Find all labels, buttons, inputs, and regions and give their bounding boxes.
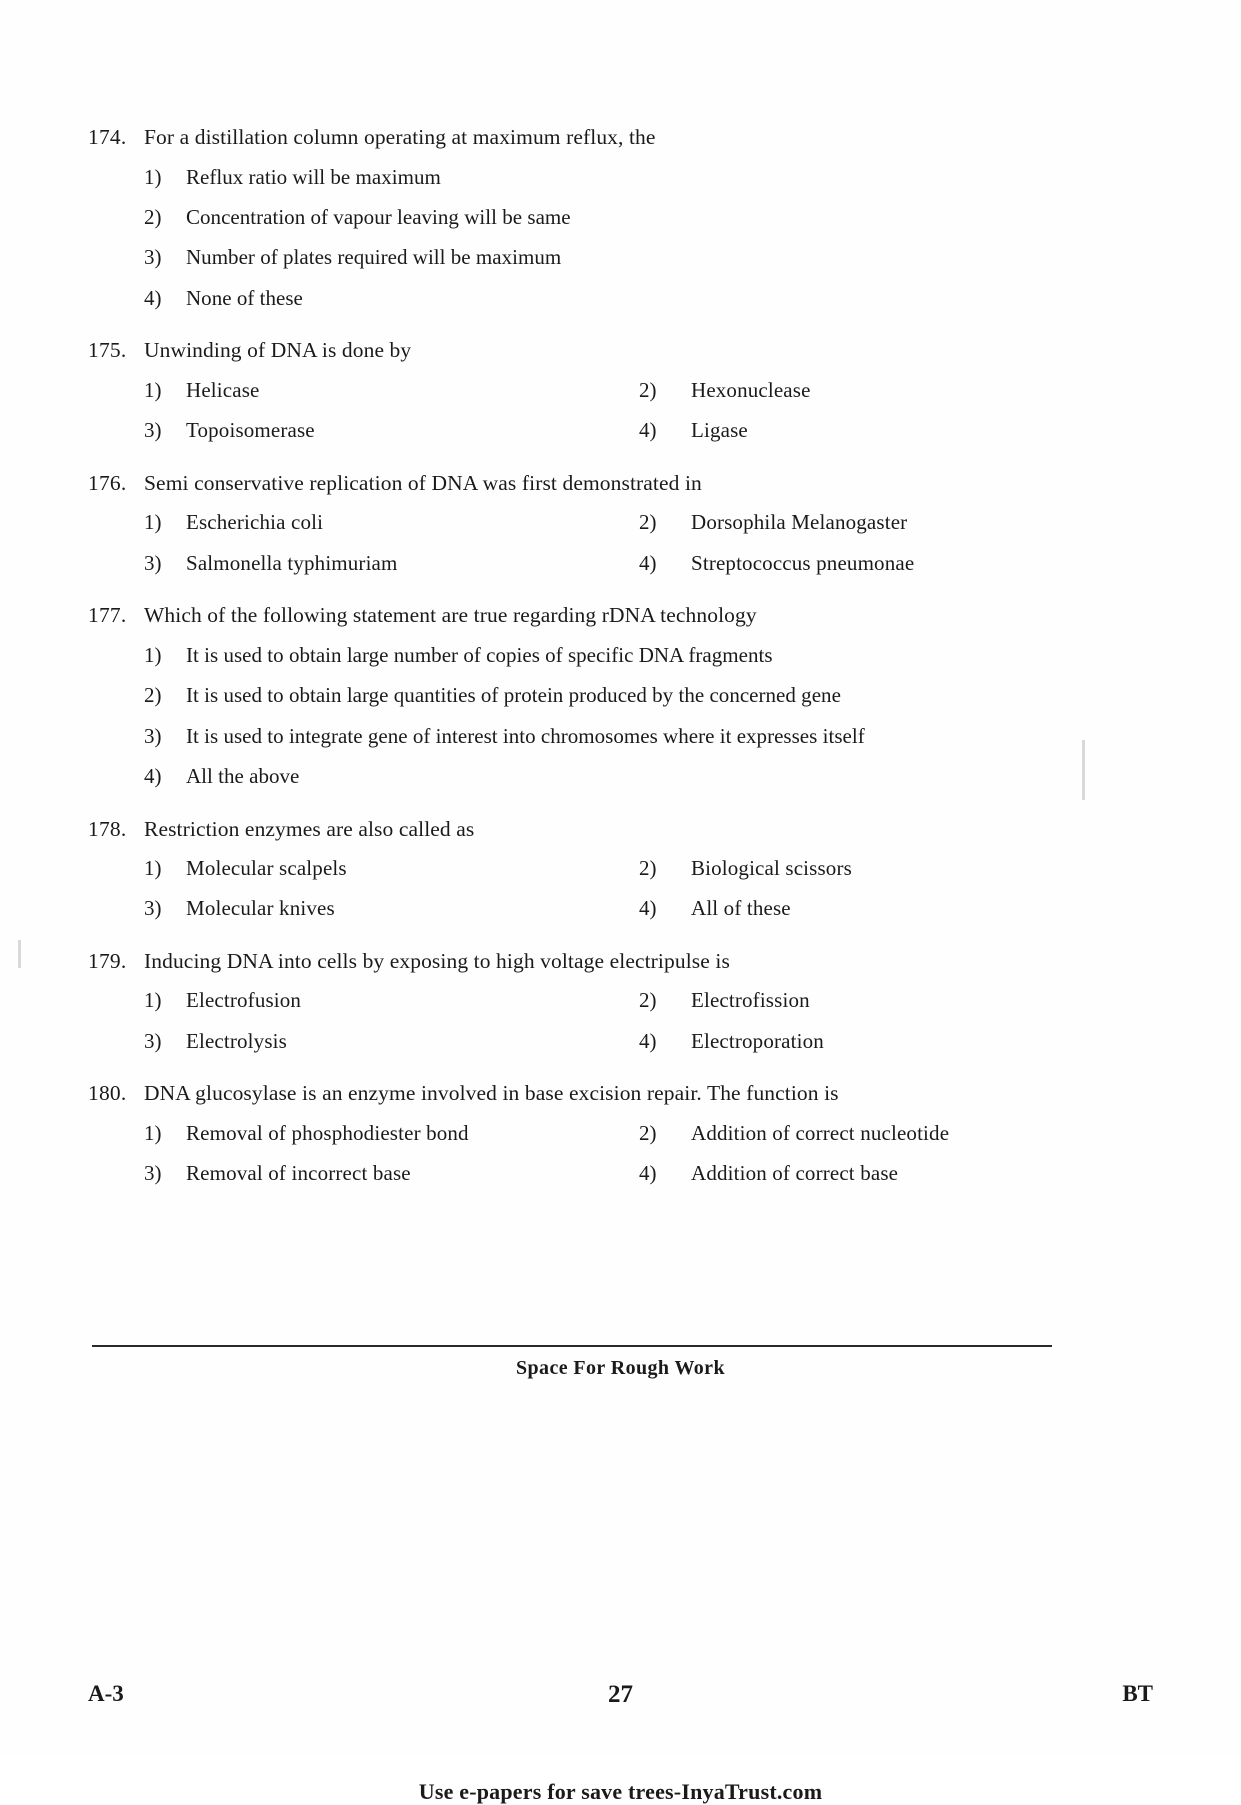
option-item[interactable] — [144, 204, 1153, 230]
option-text: None of these — [186, 285, 303, 310]
option-number: 2) — [639, 377, 657, 402]
option-number: 1) — [144, 988, 162, 1013]
option-number: 4) — [144, 285, 162, 310]
option-item[interactable] — [144, 1160, 639, 1186]
question-header — [88, 948, 1153, 976]
option-item[interactable] — [144, 987, 639, 1013]
page-number: 27 — [608, 1681, 633, 1708]
option-item[interactable] — [639, 417, 1153, 443]
option-text: All the above — [186, 764, 300, 789]
question-block — [88, 124, 1153, 311]
question-number: 178. — [88, 816, 127, 841]
question-block — [88, 948, 1153, 1054]
option-number: 1) — [144, 1120, 162, 1145]
option-number: 2) — [639, 856, 657, 881]
question-number: 174. — [88, 125, 127, 149]
option-number: 1) — [144, 642, 162, 667]
option-item[interactable] — [144, 723, 1153, 749]
option-text: Biological scissors — [691, 856, 852, 881]
option-number: 2) — [639, 510, 657, 535]
option-number: 4) — [639, 1161, 657, 1186]
option-number: 3) — [144, 896, 162, 921]
option-number: 1) — [144, 856, 162, 881]
option-number: 1) — [144, 164, 162, 189]
option-item[interactable] — [144, 642, 1153, 668]
option-item[interactable] — [639, 1160, 1153, 1186]
option-number: 3) — [144, 418, 162, 443]
option-item[interactable] — [639, 377, 1153, 403]
question-text: Which of the following statement are true regarding rDNA technology — [144, 603, 757, 628]
option-item[interactable] — [144, 1028, 639, 1054]
question-text: DNA glucosylase is an enzyme involved in base excision repair. The function is — [144, 1081, 839, 1106]
option-item[interactable] — [639, 550, 1153, 576]
option-item[interactable] — [144, 682, 1153, 708]
booklet-code: A-3 — [88, 1681, 124, 1706]
option-number: 3) — [144, 245, 162, 270]
option-number: 4) — [639, 418, 657, 443]
option-item[interactable] — [144, 509, 639, 535]
question-header — [88, 124, 1153, 152]
option-number: 1) — [144, 510, 162, 535]
question-text: Restriction enzymes are also called as — [144, 816, 475, 841]
watermark-text: Use e-papers for save trees-InyaTrust.com — [418, 1779, 823, 1804]
question-block — [88, 1080, 1153, 1186]
option-text: Reflux ratio will be maximum — [186, 164, 441, 189]
option-item[interactable] — [639, 509, 1153, 535]
question-text: Unwinding of DNA is done by — [144, 338, 412, 363]
option-number: 3) — [144, 1161, 162, 1186]
option-text: Salmonella typhimuriam — [186, 550, 398, 575]
option-list — [88, 987, 1153, 1054]
question-header — [88, 470, 1153, 498]
option-text: Electrolysis — [186, 1028, 287, 1053]
option-text: Removal of incorrect base — [186, 1161, 411, 1186]
option-number: 4) — [639, 896, 657, 921]
option-list — [88, 164, 1153, 312]
page-footer — [88, 1681, 1153, 1707]
option-number: 4) — [639, 1028, 657, 1053]
option-text: All of these — [691, 896, 791, 921]
question-text: Semi conservative replication of DNA was first demonstrated in — [144, 470, 702, 495]
option-number: 4) — [144, 764, 162, 789]
rough-work-divider — [92, 1345, 1052, 1347]
option-item[interactable] — [639, 855, 1153, 881]
option-text: Helicase — [186, 377, 260, 402]
questions-container — [88, 124, 1153, 1213]
option-list — [88, 642, 1153, 790]
subject-code: BT — [1122, 1681, 1153, 1706]
question-block — [88, 602, 1153, 789]
option-list — [88, 377, 1153, 444]
option-text: Addition of correct nucleotide — [691, 1120, 950, 1145]
option-number: 3) — [144, 723, 162, 748]
option-item[interactable] — [144, 244, 1153, 270]
option-text: Dorsophila Melanogaster — [691, 510, 908, 535]
scan-artifact-left — [18, 940, 21, 968]
option-number: 2) — [639, 988, 657, 1013]
question-block — [88, 470, 1153, 576]
option-item[interactable] — [639, 1028, 1153, 1054]
question-block — [88, 337, 1153, 443]
question-header — [88, 816, 1153, 844]
option-text: Hexonuclease — [691, 377, 811, 402]
option-item[interactable] — [144, 1120, 639, 1146]
option-number: 2) — [144, 204, 162, 229]
option-list — [88, 855, 1153, 922]
option-text: Electroporation — [691, 1028, 824, 1053]
option-text: Topoisomerase — [186, 418, 315, 443]
question-number: 177. — [88, 603, 127, 628]
option-list — [88, 1120, 1153, 1187]
option-number: 4) — [639, 550, 657, 575]
option-text: Molecular knives — [186, 896, 335, 921]
option-number: 2) — [144, 683, 162, 708]
question-text: For a distillation column operating at maximum reflux, the — [144, 125, 656, 149]
option-text: It is used to obtain large quantities of protein produced by the concerned gene — [186, 683, 841, 708]
option-text: Addition of correct base — [691, 1161, 899, 1186]
option-item[interactable] — [144, 164, 1153, 190]
question-number: 176. — [88, 470, 127, 495]
option-text: Electrofusion — [186, 988, 302, 1013]
option-number: 1) — [144, 377, 162, 402]
option-item[interactable] — [144, 377, 639, 403]
option-item[interactable] — [639, 987, 1153, 1013]
option-item[interactable] — [639, 895, 1153, 921]
option-text: It is used to obtain large number of copies of specific DNA fragments — [186, 642, 773, 667]
option-text: It is used to integrate gene of interest into chromosomes where it expresses itself — [186, 723, 865, 748]
question-header — [88, 1080, 1153, 1108]
rough-work-label: Space For Rough Work — [516, 1357, 725, 1379]
option-item[interactable] — [639, 1120, 1153, 1146]
option-list — [88, 509, 1153, 576]
question-number: 179. — [88, 948, 127, 973]
option-text: Ligase — [691, 418, 748, 443]
option-item[interactable] — [144, 550, 639, 576]
option-text: Concentration of vapour leaving will be same — [186, 204, 571, 229]
question-number: 175. — [88, 338, 127, 363]
option-number: 3) — [144, 550, 162, 575]
option-item[interactable] — [144, 285, 1153, 311]
question-text: Inducing DNA into cells by exposing to high voltage electripulse is — [144, 948, 730, 973]
option-text: Number of plates required will be maximum — [186, 245, 562, 270]
question-number: 180. — [88, 1081, 127, 1106]
option-item[interactable] — [144, 895, 639, 921]
option-text: Removal of phosphodiester bond — [186, 1120, 469, 1145]
option-item[interactable] — [144, 855, 639, 881]
option-text: Molecular scalpels — [186, 856, 347, 881]
option-text: Escherichia coli — [186, 510, 324, 535]
option-number: 2) — [639, 1120, 657, 1145]
question-header — [88, 337, 1153, 365]
option-text: Electrofission — [691, 988, 810, 1013]
option-text: Streptococcus pneumonae — [691, 550, 915, 575]
option-item[interactable] — [144, 417, 639, 443]
question-block — [88, 816, 1153, 922]
question-header — [88, 602, 1153, 630]
option-item[interactable] — [144, 763, 1153, 789]
option-number: 3) — [144, 1028, 162, 1053]
